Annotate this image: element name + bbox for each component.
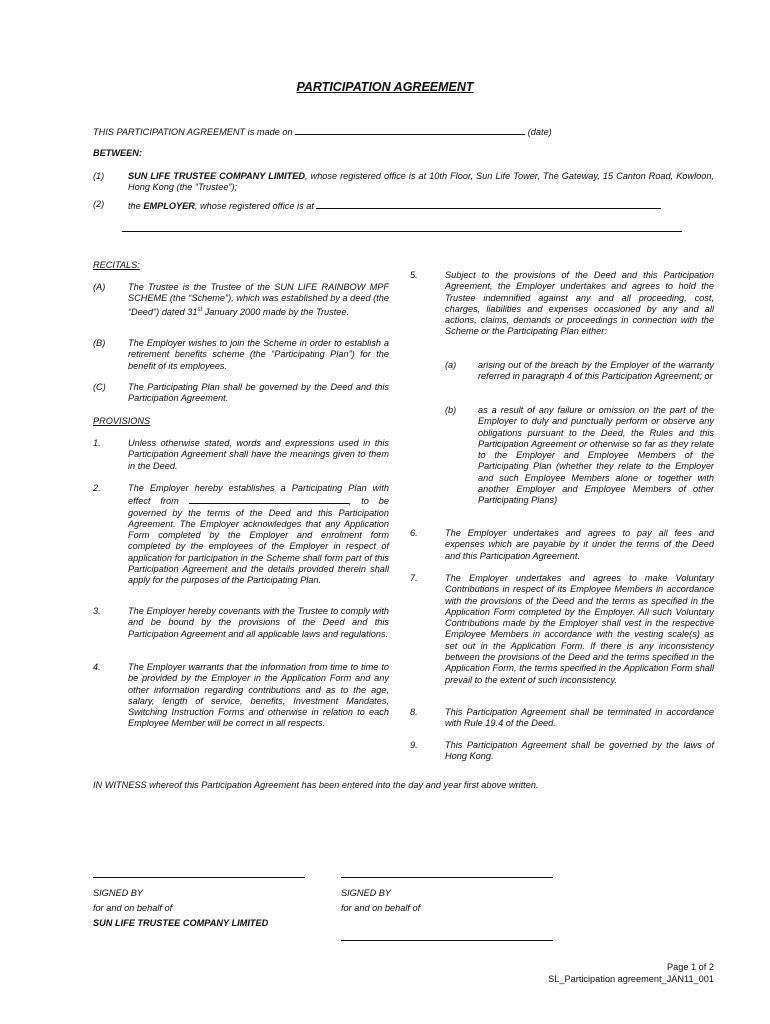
- provision-9-number: 9.: [410, 740, 418, 750]
- provision-8-number: 8.: [410, 707, 418, 717]
- signature-line-employer[interactable]: [341, 877, 553, 878]
- employer-signed-by: SIGNED BY: [341, 888, 392, 898]
- provision-6-number: 6.: [410, 528, 418, 538]
- between-label: BETWEEN:: [93, 148, 142, 158]
- page-number: Page 1 of 2: [667, 962, 714, 972]
- signature-block-trustee: [93, 886, 268, 931]
- provision-2-text: The Employer hereby establishes a Participating Plan with effect from , to be governed by the terms of the Deed and this Participation Agreement. The Employer acknowledges that any Application Form completed by the Employer and enrolment form completed by the employees of the Employer in respect of application for participation in the Scheme shall form part of this Participation Agreement and the details provided therein shall apply for the purposes of the Participating Plan.: [128, 483, 390, 586]
- intro-made-on: THIS PARTICIPATION AGREEMENT is made on: [93, 127, 293, 137]
- party-1-number: (1): [93, 171, 105, 181]
- recital-a-text: The Trustee is the Trustee of the SUN LIFE RAINBOW MPF SCHEME (the “Scheme”), which was established by a deed (the “Deed”) dated 31st January 2000 made by the Trustee.: [128, 282, 389, 317]
- provision-5-number: 5.: [410, 270, 418, 280]
- employer-name-line[interactable]: [341, 940, 553, 941]
- trustee-signed-by: SIGNED BY: [93, 888, 144, 898]
- witness-clause: IN WITNESS whereof this Participation Agreement has been entered into the day and year first above written.: [93, 780, 539, 790]
- party-2-name: EMPLOYER: [143, 201, 195, 211]
- party-2-address-label: , whose registered office is at: [194, 201, 314, 211]
- signature-block-employer: [341, 886, 420, 916]
- provision-7-number: 7.: [410, 573, 418, 583]
- provision-1-number: 1.: [93, 438, 101, 448]
- employer-address-field-2[interactable]: [122, 231, 682, 232]
- page-title: PARTICIPATION AGREEMENT: [296, 80, 474, 94]
- provision-2-number: 2.: [93, 483, 101, 493]
- provision-8-text: This Participation Agreement shall be terminated in accordance with Rule 19.4 of the Deed.: [445, 707, 714, 729]
- party-2-number: (2): [93, 199, 105, 209]
- employer-behalf: for and on behalf of: [341, 903, 421, 913]
- provision-3-number: 3.: [93, 606, 101, 616]
- provision-4-number: 4.: [93, 662, 101, 672]
- recital-c-number: (C): [93, 382, 106, 392]
- provision-6-text: The Employer undertakes and agrees to pay all fees and expenses which are payable by it under the terms of the Deed and this Participation Agreement.: [445, 528, 714, 561]
- recital-c-text: The Participating Plan shall be governed by the Deed and this Participation Agreement.: [128, 382, 389, 404]
- recital-b-number: (B): [93, 338, 106, 348]
- trustee-behalf: for and on behalf of: [93, 903, 173, 913]
- date-field[interactable]: [295, 125, 525, 135]
- provision-5a-text: arising out of the breach by the Employer of the warranty referred in paragraph 4 of this Participation Agreement; or: [478, 360, 714, 382]
- recital-a-number: (A): [93, 282, 106, 292]
- intro-line: [93, 125, 552, 139]
- provision-7-text: The Employer undertakes and agrees to make Voluntary Contributions in respect of its Employee Members in accordance with the provisions of the Deed and the terms as specified in the Application Form completed by the Employer. All such Voluntary Contributions made by the Employer shall vest in the respective Employee Members in accordance with the vesting scale(s) as set out in the Application Form. If there is any inconsistency between the provisions of the Deed and the terms specified in the Application Form, the terms specified in the Application Form shall prevail to the extent of such inconsistency.: [445, 573, 714, 685]
- recitals-heading: RECITALS:: [93, 260, 140, 270]
- party-2-pre: the: [128, 201, 144, 211]
- provision-5a-number: (a): [445, 360, 457, 370]
- provisions-heading: PROVISIONS: [93, 416, 151, 426]
- signature-line-trustee[interactable]: [93, 877, 305, 878]
- provision-3-text: The Employer hereby covenants with the Trustee to comply with and be bound by the provisions of the Deed and this Participation Agreement and all applicable laws and regulations.: [128, 606, 389, 639]
- document-id: SL_Participation agreement_JAN11_001: [548, 974, 714, 984]
- trustee-party: SUN LIFE TRUSTEE COMPANY LIMITED: [93, 918, 269, 928]
- party-1-name: SUN LIFE TRUSTEE COMPANY LIMITED: [128, 171, 306, 181]
- date-label: (date): [527, 127, 552, 137]
- provision-5b-text: as a result of any failure or omission on the part of the Employer to duly and punctually perform or observe any obligations pursuant to the Deed, the Rules and this Participation Agreement or otherwise so far as they relate to the Employer and Employee Members of the Participating Plan (whether they relate to the Employer and such Employee Members alone or together with another Employer and Employee Members of other Participating Plans): [478, 405, 714, 506]
- recital-b-text: The Employer wishes to join the Scheme in order to establish a retirement benefits scheme (the “Participating Plan”) for the benefit of its employees.: [128, 338, 389, 371]
- effective-date-field[interactable]: [189, 494, 349, 504]
- employer-address-field-1[interactable]: [316, 199, 661, 209]
- party-1-text: [128, 171, 714, 194]
- provision-5b-number: (b): [445, 405, 457, 415]
- provision-1-text: Unless otherwise stated, words and expressions used in this Participation Agreement shall have the meanings given to them in the Deed.: [128, 438, 389, 471]
- party-1-address: , whose registered office is at 10th Floor, Sun Life Tower, The Gateway, 15 Canton Road, Kowloon, Hong Kong (the “Trustee”);: [128, 171, 714, 193]
- provision-9-text: This Participation Agreement shall be governed by the laws of Hong Kong.: [445, 740, 714, 762]
- party-2-text: [128, 199, 688, 212]
- provision-4-text: The Employer warrants that the information from time to time to be provided by the Employer in the Application Form and any other information regarding contributions and as to the age, salary, length of service, benefits, Investment Mandates, Switching Instruction Forms and otherwise in relation to each Employee Member will be correct in all respects.: [128, 662, 389, 729]
- provision-5-text: Subject to the provisions of the Deed and this Participation Agreement, the Employer undertakes and agrees to hold the Trustee indemnified against any and all proceeding, cost, charges, liabilities and expenses occasioned by any and all actions, claims, demands or proceedings in connection with the Scheme or the Participating Plan either:: [445, 270, 714, 337]
